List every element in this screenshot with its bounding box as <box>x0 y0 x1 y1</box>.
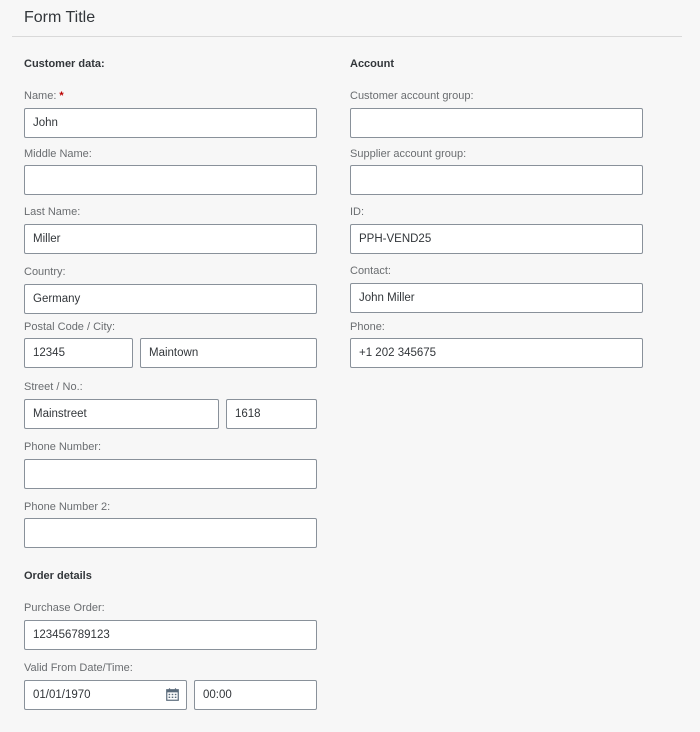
contact-label: Contact: <box>350 265 391 277</box>
order-details-heading: Order details <box>24 570 92 582</box>
middle-name-input[interactable] <box>24 165 317 195</box>
name-label <box>24 90 64 102</box>
calendar-icon[interactable] <box>166 688 179 701</box>
country-label: Country: <box>24 266 66 278</box>
phone-number-input[interactable] <box>24 459 317 489</box>
valid-from-time-input[interactable] <box>194 680 317 710</box>
phone-number-2-input[interactable] <box>24 518 317 548</box>
account-phone-label: Phone: <box>350 321 385 333</box>
middle-name-label: Middle Name: <box>24 148 92 160</box>
account-phone-input[interactable] <box>350 338 643 368</box>
purchase-order-input[interactable] <box>24 620 317 650</box>
supplier-account-group-input[interactable] <box>350 165 643 195</box>
street-no-label: Street / No.: <box>24 381 83 393</box>
postal-city-label: Postal Code / City: <box>24 321 116 333</box>
required-asterisk: * <box>59 90 64 102</box>
country-input[interactable] <box>24 284 317 314</box>
name-input[interactable] <box>24 108 317 138</box>
phone-number-label: Phone Number: <box>24 441 102 453</box>
city-input[interactable] <box>140 338 317 368</box>
title-divider <box>12 36 682 37</box>
name-label-text: Name: <box>24 90 57 102</box>
form-title: Form Title <box>24 9 96 26</box>
phone-number-2-label: Phone Number 2: <box>24 501 111 513</box>
valid-from-label: Valid From Date/Time: <box>24 662 133 674</box>
purchase-order-label: Purchase Order: <box>24 602 105 614</box>
valid-from-date-input[interactable] <box>24 680 187 710</box>
id-label: ID: <box>350 206 365 218</box>
postal-code-input[interactable] <box>24 338 133 368</box>
street-input[interactable] <box>24 399 219 429</box>
customer-data-heading: Customer data: <box>24 58 105 70</box>
customer-account-group-label: Customer account group: <box>350 90 474 102</box>
id-input[interactable] <box>350 224 643 254</box>
contact-input[interactable] <box>350 283 643 313</box>
last-name-input[interactable] <box>24 224 317 254</box>
supplier-account-group-label: Supplier account group: <box>350 148 467 160</box>
customer-account-group-input[interactable] <box>350 108 643 138</box>
last-name-label: Last Name: <box>24 206 81 218</box>
account-heading: Account <box>350 58 394 70</box>
house-number-input[interactable] <box>226 399 317 429</box>
